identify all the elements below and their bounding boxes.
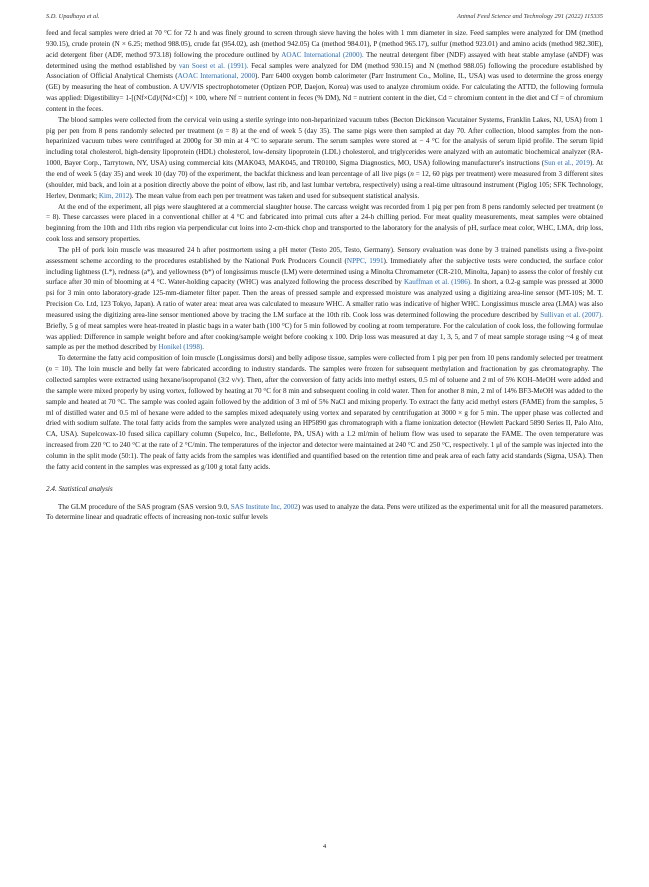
- citation-link[interactable]: AOAC International (2000).: [281, 50, 364, 59]
- citation-link[interactable]: NPPC, 1991: [346, 256, 384, 265]
- running-head: [46, 13, 603, 20]
- statistical-analysis-paragraph: [46, 502, 603, 524]
- italic-variable: n: [410, 169, 414, 178]
- paragraph-text: The GLM procedure of the SAS program (SAS version 9.0,: [58, 502, 231, 511]
- paragraph-text: Fecal samples were analyzed for DM (method 930.15) and N (method 988.05) following the procedure established by Association of Official Analytical Chemists (: [46, 61, 603, 81]
- italic-variable: n: [219, 126, 223, 135]
- paragraph-text: In short, a 0.2-g sample was pressed at 3000 psi for 3 min onto laboratory-grade 125-mm-diameter filter paper. Then the areas of pressed sample and expressed moisture was analyzed using a digitizing area-line sensor (MT-10S; M. T. Precision Co. Ltd, 123 Tokyo, Japan). A ratio of water area: meat area was calculated to measure WHC. A smaller ratio was indicative of higher WHC. Longissimus muscle area (LMA) was also measured using the digitizing area-line sensor mentioned above by tracing the LM surface at the 10th rib. Cook loss was determined following the procedure described by: [46, 278, 603, 319]
- paragraph-text: The blood samples were collected from the cervical vein using a sterile syringe into non-heparinized vacuum tubes (Becton Dickinson Vacutainer Systems, Franklin Lakes, NJ, USA) from 1 pig per pen from 8 pens randomly selected per treatment (: [46, 115, 603, 135]
- paragraph-2: [46, 115, 603, 202]
- citation-link[interactable]: van Soest et al. (1991).: [178, 61, 249, 70]
- header-journal: Animal Feed Science and Technology 291 (2022) 115335: [456, 13, 603, 20]
- citation-link[interactable]: Sun et al., 2019: [544, 159, 590, 168]
- citation-link[interactable]: AOAC International, 2000: [177, 72, 256, 81]
- header-author: S.D. Upadhaya et al.: [46, 13, 100, 20]
- paragraph-text: The pH of pork loin muscle was measured 24 h after postmortem using a pH meter (Testo 205, Testo, Germany). Sensory evaluation was done by 3 trained panelists using a five-point assessment scheme according to the procedures established by the National Pork Producers Council (: [46, 245, 603, 265]
- statistical-analysis-paragraph-container: [46, 502, 603, 524]
- paragraph-5: [46, 353, 603, 472]
- article-body: [46, 28, 603, 523]
- paragraph-text: The neutral detergent fiber (NDF) assayed with heat stable amylase (aNDF) was determined using the method established by: [46, 50, 603, 70]
- paragraph-text: = 8) at the end of week 5 (day 35). The same pigs were then sampled at day 70. After collection, blood samples from the non-heparinized vacuum tubes were centrifuged at 2000g for 30 min at 4 °C to separate serum. The serum samples were stored at − 4 °C for the analysis of serum lipid profile. The serum lipid including total cholesterol, high-density lipoprotein (HDL) cholesterol, low-density lipoprotein (LDL) cholesterol, and triglycerides were analyzed with an automatic biochemical analyzer (RA- 1000, Bayer Corp., Tarrytown, NY, USA) using commercial kits (MAK043, MAK045, and TR0100, Sigma Diagnostics, MO, USA) following manufacturer's instructions (: [46, 126, 603, 168]
- italic-variable: n: [599, 202, 603, 211]
- methods-paragraphs: [46, 28, 603, 473]
- paragraph-text: ). Parr 6400 oxygen bomb calorimeter (Parr Instrument Co., Moline, IL, USA) was used to determine the gross energy (GE) by measuring the heat of combustion. A UV/VIS spectrophotometer (Optizen POP, Daejon, Korea) was used to analyze chromium oxide. For calculating the ATTD, the following formula was applied: Digestibility= 1-[(Nf×Cd)/(Nd×Cf)] × 100, where Nf = nutrient content in feces (% DM), Nd = nutrient content in the diet, Cd = chromium content in the diet and Cf = of chromium content in the feces.: [46, 72, 603, 113]
- paragraph-text: ) was used to analyze the data. Pens were utilized as the experimental unit for all the measured parameters. To determine linear and quadratic effects of increasing non-toxic sulfur levels: [46, 502, 603, 522]
- paragraph-text: At the end of the experiment, all pigs were slaughtered at a commercial slaughter house. The carcass weight was recorded from 1 pig per pen from 8 pens randomly selected per treatment (: [58, 202, 600, 211]
- citation-link[interactable]: SAS Institute Inc, 2002: [230, 502, 298, 511]
- citation-link[interactable]: Kauffman et al. (1986).: [403, 278, 472, 287]
- paragraph-text: ). The mean value from each pen per treatment was taken and used for subsequent statistical analysis.: [129, 191, 420, 200]
- italic-variable: n: [48, 365, 52, 374]
- paragraph-text: = 10). The loin muscle and belly fat were fabricated according to industry standards. The samples were frozen for subsequent methylation and fractionation by gas chromatography. The collected samples were extracted using hexane/isopropanol (3:2 v/v). Then, after the conversion of fatty acids into methyl esters, 0.5 ml of toluene and 2 ml of 5% KOH–MeOH were added and the sample were mixed properly by using vortex, followed by heating at 70 °C for 8 min and subsequent cooling in cold water. Then for another 8 min, 2 ml of 14% BF3-MeOH was added to the sample and heated at 70 °C. The sample was cooled again followed by the addition of 3 ml of 5% NaCl and mixing properly. To extract the fatty acid methyl esters (FAME) from the samples, 5 ml of distilled water and 0.5 ml of hexane were added to the samples mixed adequately using vortex and separated by centrifugation at 3000 × g for 5 min. The upper phase was collected and dried with sodium sulfate. The total fatty acids from the samples were analyzed using an HP5890 gas chromatograph with a flame ionization detector (Hewlett Packard 5890 Series II, Palo Alto, CA, USA). Supelcowax-10 fused silica capillary column (Supelco, Inc., Bellefonte, PA, USA) with a 1.2 ml/min of helium flow was used to separate the FAME. The oven temperature was increased from 220 °C to 240 °C at the rate of 2 °C/min. The temperatures of the injector and detector were maintained at 240 °C and 250 °C, respectively. 1 μl of the sample was injected into the column in the split mode (50:1). The peak of fatty acids from the samples was identified and quantified based on the retention time and peak area of each fatty acid standards (Sigma, USA). Then the fatty acid content in the samples was expressed as g/100 g total fatty acids.: [46, 365, 603, 471]
- paragraph-text: To determine the fatty acid composition of loin muscle (Longissimus dorsi) and belly adipose tissue, samples were collected from 1 pig per pen from 10 pens randomly selected per treatment (: [46, 354, 603, 374]
- page-number: 4: [322, 843, 327, 850]
- paragraph-3: [46, 202, 603, 245]
- paragraph-text: ). Immediately after the subjective tests were conducted, the surface color including lightness (L*), redness (a*), and yellowness (b*) of longissimus muscle (LM) were determined using a Minolta Chromameter (CR-210, Minolta, Japan) to assess the color of freshly cut surface after 30 min of blooming at 4 °C. Water-holding capacity (WHC) was analyzed following the process described by: [46, 256, 603, 287]
- paragraph-text: feed and fecal samples were dried at 70 °C for 72 h and was finely ground to screen through sieve having the holes with 1 mm diameter in size. Feed samples were analyzed for DM (method 930.15), crude protein (N × 6.25; method 988.05), crude fat (954.02), ash (method 942.05) Ca (method 984.01), P (method 965.17), sulfur (method 923.01) and amino acids (method 982.30E), acid detergent fiber (ADF, method 973.18) following the procedure outlined by: [46, 29, 603, 59]
- paragraph-4: [46, 245, 603, 353]
- citation-link[interactable]: Sullivan et al. (2007).: [540, 310, 603, 319]
- paragraph-text: Briefly, 5 g of meat samples were heat-treated in plastic bags in a water bath (100 °C) for 5 min followed by cooling at room temperature. For the calculation of cook loss, the following formulae was applied: Difference in sample weight before and after cooking/sample weight before cooking x 100. Drip loss was measured at day 1, 3, 5, and 7 of meat sample storage using ~4 g of meat sample as per the method described by: [46, 321, 603, 352]
- paragraph-1: [46, 28, 603, 115]
- paragraph-text: = 8). These carcasses were placed in a conventional chiller at 4 °C and fabricated into primal cuts after a 24-h chilling period. For meat quality measurements, meat samples were obtained beginning from the 10th and 11th ribs region via perpendicular cut loins into 2-cm-thick chop and transported to the laboratory for the analysis of pH, surface meat color, WHC, LMA, drip loss, cook loss and sensory properties.: [46, 213, 603, 244]
- citation-link[interactable]: Kim, 2012: [98, 191, 130, 200]
- paragraph-text: = 12, 60 pigs per treatment) were measured from 3 different sites (shoulder, mid back, and loin at a position directly above the point of elbow, last rib, and last lumbar vertebra, respectively) using a real-time ultrasound instrument (Piglog 105; SFK Technology, Herlev, Denmark;: [46, 169, 603, 200]
- paragraph-text: ). At the end of week 5 (day 35) and week 10 (day 70) of the experiment, the backfat thickness and lean percentage of all live pigs (: [46, 159, 603, 178]
- section-heading: 2.4. Statistical analysis: [46, 484, 113, 493]
- citation-link[interactable]: Honikel (1998).: [158, 343, 205, 352]
